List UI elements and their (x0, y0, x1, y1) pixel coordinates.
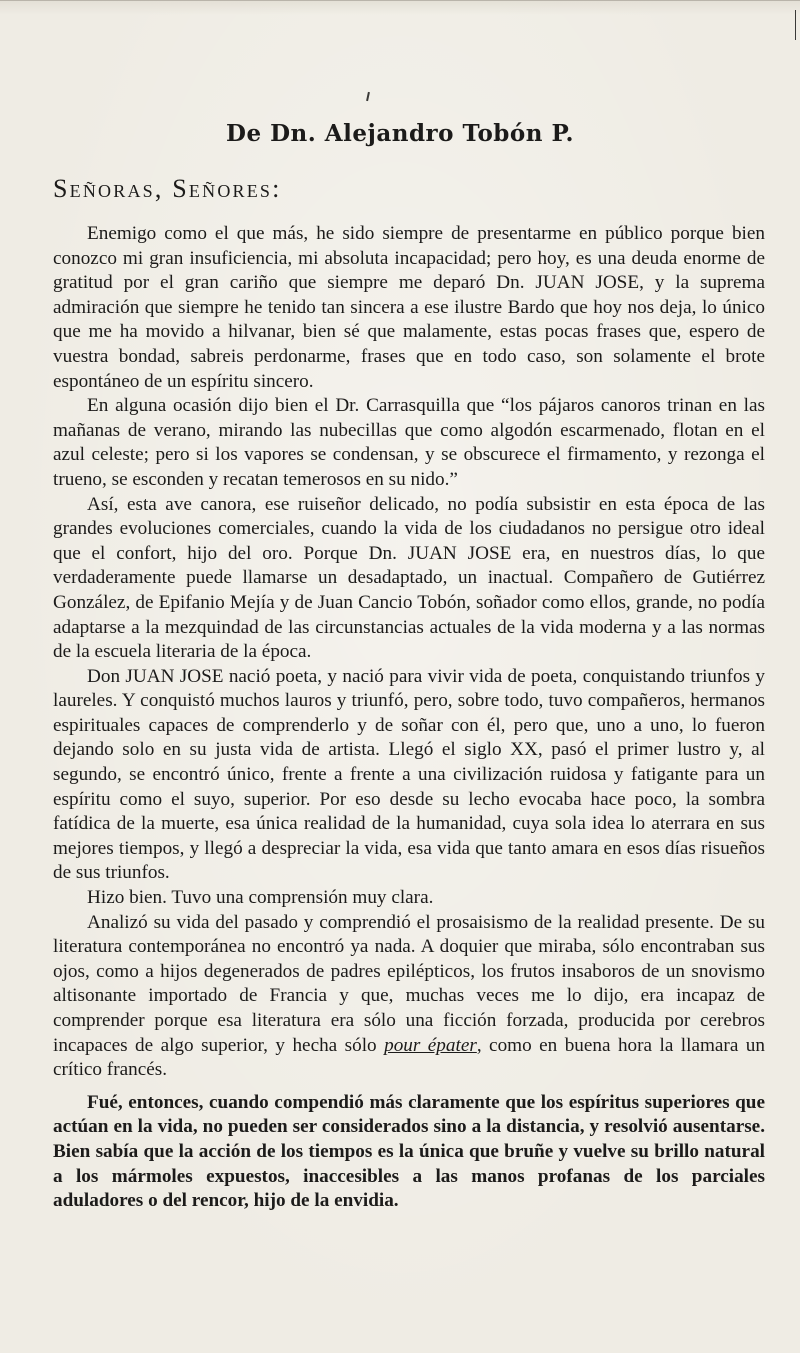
paragraph-3: Así, esta ave canora, ese ruiseñor delicado, no podía subsistir en esta época de las grandes evoluciones comerciales, cuando la vida de los ciudadanos no persigue otro ideal que el confort, hijo del oro. Porque Dn. JUAN JOSE era, en nuestros días, lo que verdaderamente puede llamarse un desadaptado, un inactual. Compañero de Gutiérrez González, de Epifanio Mejía y de Juan Cancio Tobón, soñador como ellos, grande, no podía adaptarse a la mezquindad de las circunstancias actuales de la vida moderna y a las normas de la escuela literaria de la época. (53, 493, 765, 663)
paragraph-1: Enemigo como el que más, he sido siempre de presentarme en público porque bien conozco mi gran insuficiencia, mi absoluta incapacidad; pero hoy, es una deuda enorme de gratitud por el gran cariño que siempre me deparó Dn. JUAN JOSE, y la suprema admiración que siempre he tenido tan sincera a ese ilustre Bardo que hoy nos deja, lo único que me ha movido a hilvanar, bien sé que malamente, estas pocas frases que, espero de vuestra bondad, sabreis perdonarme, frases que en todo caso, son solamente el brote espontáneo de un espíritu sincero. (53, 223, 765, 392)
paragraph-5: Hizo bien. Tuvo una comprensión muy clara. (87, 887, 434, 909)
page-title: De Dn. Alejandro Tobón P. (226, 120, 574, 147)
paragraph-4: Don JUAN JOSE nació poeta, y nació para vivir vida de poeta, conquistando triunfos y laureles. Y conquistó muchos lauros y triunfó, pero, sobre todo, tuvo compañeros, hermanos espirituales capaces de comprenderlo y de soñar con él, pero que, uno a uno, lo fueron dejando solo en su justa vida de artista. Llegó el siglo XX, pasó el primer lustro y, al segundo, se encontró único, frente a frente a una civilización ruidosa y fatigante para un espíritu como el suyo, superior. Por eso desde su lecho evocaba hace poco, la sombra fatídica de la muerte, esa única realidad de la humanidad, cuya sola idea lo aterrara en sus mejores tiempos, y llegó a despreciar la vida, esa vida que tanto amara en esos días risueños de sus triunfos. (53, 665, 765, 884)
paragraph-7: Fué, entonces, cuando compendió más claramente que los espíritus superiores que actúan en la vida, no pueden ser considerados sino a la distancia, y resolvió ausentarse. Bien sabía que la acción de los tiempos es la única que bruñe y vuelve su brillo natural a los mármoles expuestos, inaccesibles a las manos profanas de los parciales aduladores o del rencor, hijo de la envidia. (53, 1091, 765, 1212)
page-top-edge (0, 0, 800, 15)
ink-speck (366, 92, 370, 101)
body-text (53, 222, 765, 1214)
emphasized-phrase: pour épater (384, 1034, 477, 1056)
paragraph-6-text: Analizó su vida del pasado y comprendió el prosaisismo de la realidad presente. De su literatura contemporánea no encontró ya nada. A doquier que miraba, sólo encontraban sus ojos, como a hijos degenerados de padres epilépticos, los frutos insaboros de un snovismo altisonante importado de Francia y que, muchas veces me lo dijo, era incapaz de comprender porque esa literatura era sólo una ficción forzada, producida por cerebros incapaces de algo superior, y hecha sólo (53, 911, 765, 1056)
paragraph-6-tail: , como en buena hora la llamara un crítico francés. (53, 1034, 765, 1081)
paragraph-6 (53, 911, 765, 1083)
salutation: Señoras, Señores: (53, 174, 282, 203)
paragraph-2: En alguna ocasión dijo bien el Dr. Carrasquilla que “los pájaros canoros trinan en las mañanas de verano, mirando las nubecillas que como algodón escarmenado, flotan en el azul celeste; pero si los vapores se condensan, y se obscurece el firmamento, y rezonga el trueno, se esconden y recatan temerosos en su nido.” (53, 395, 765, 490)
ink-speck (795, 10, 796, 40)
